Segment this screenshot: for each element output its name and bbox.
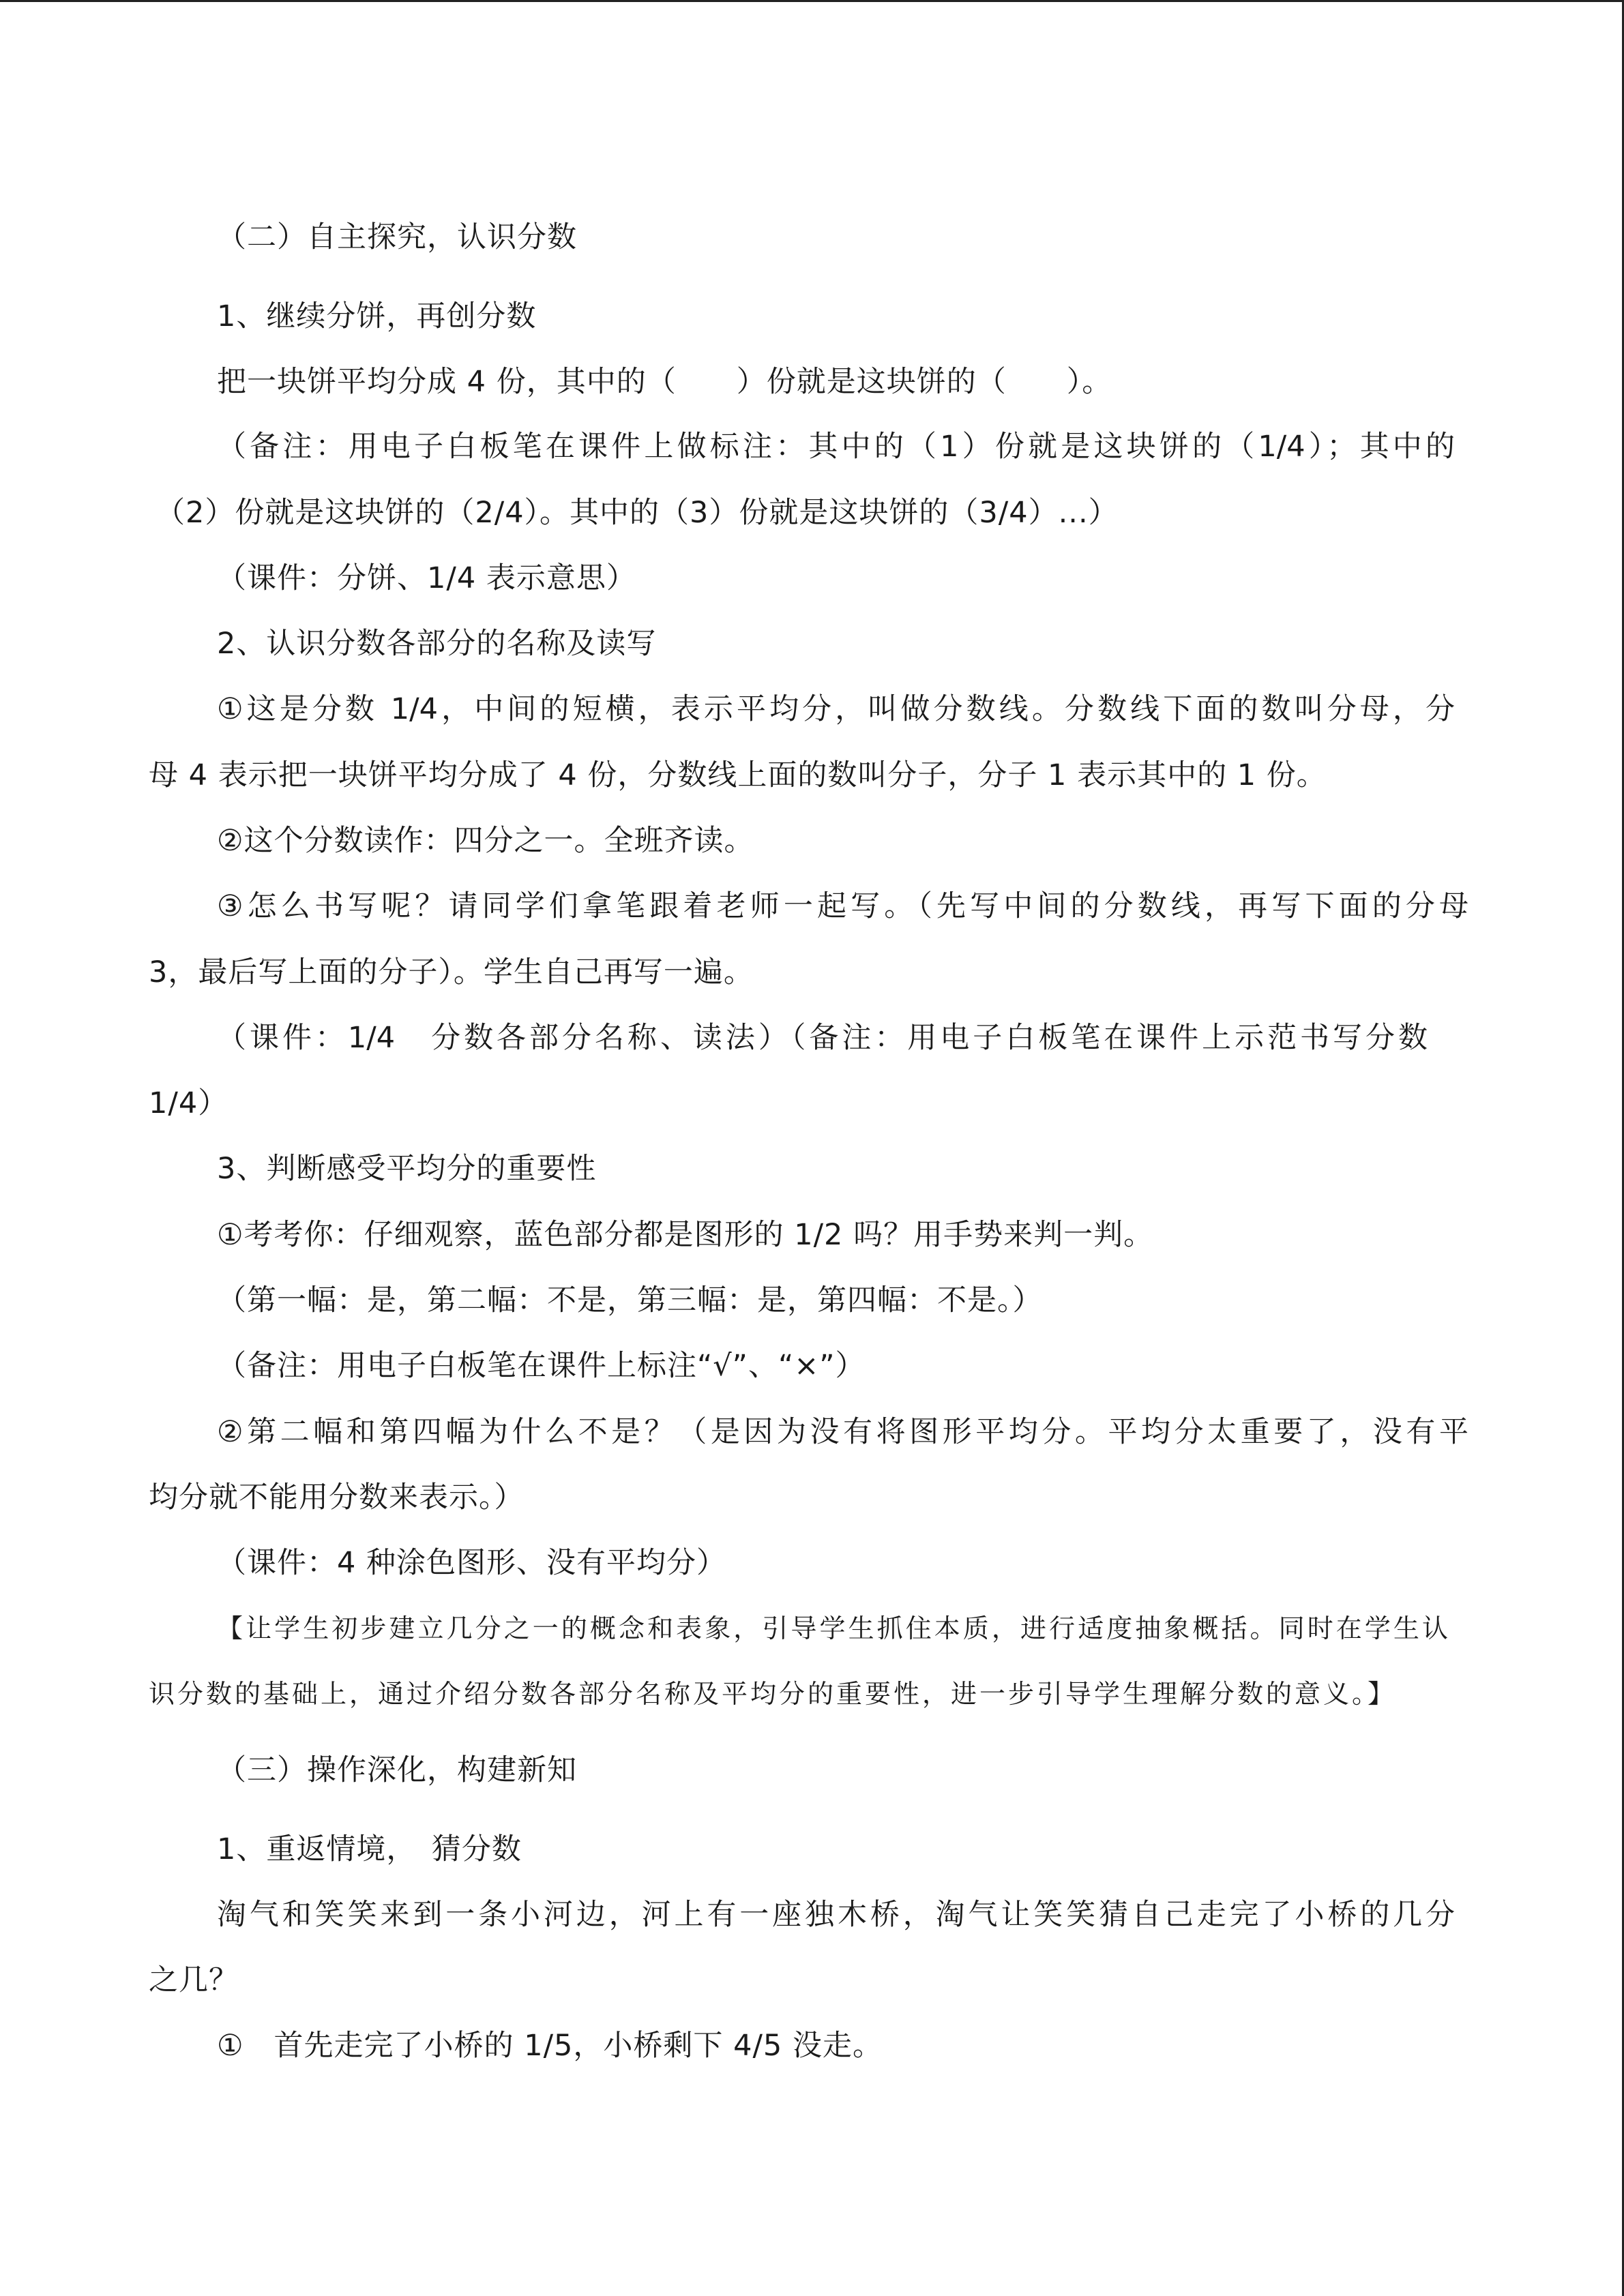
page-top-border xyxy=(0,0,1624,2)
design-note-line: 【让学生初步建立几分之一的概念和表象，引导学生抓住本质，进行适度抽象概括。同时在学生认 xyxy=(217,1613,1448,1643)
paragraph-line: 母 4 表示把一块饼平均分成了 4 份，分数线上面的数叫分子，分子 1 表示其中的 1 份。 xyxy=(149,758,1327,792)
paragraph-line: 3，最后写上面的分子）。学生自己再写一遍。 xyxy=(149,955,754,989)
paragraph-line: ①这是分数 1/4，中间的短横，表示平均分，叫做分数线。分数线下面的数叫分母，分 xyxy=(217,692,1455,726)
paragraph-line: 1/4） xyxy=(149,1086,228,1120)
section-heading-2: （二）自主探究，认识分数 xyxy=(217,220,577,254)
paragraph-line: （2）份就是这块饼的（2/4）。其中的（3）份就是这块饼的（3/4）...） xyxy=(156,496,1119,530)
subheading-1: 1、重返情境， 猜分数 xyxy=(217,1832,522,1866)
paragraph-line: 淘气和笑笑来到一条小河边，河上有一座独木桥，淘气让笑笑猜自己走完了小桥的几分 xyxy=(217,1898,1455,1932)
paragraph-line: （课件：4 种涂色图形、没有平均分） xyxy=(217,1546,727,1580)
paragraph-line: ① 首先走完了小桥的 1/5，小桥剩下 4/5 没走。 xyxy=(217,2029,883,2063)
subheading-1: 1、继续分饼，再创分数 xyxy=(217,299,537,333)
paragraph-line: （第一幅：是，第二幅：不是，第三幅：是，第四幅：不是。） xyxy=(217,1283,1043,1317)
design-note-line: 识分数的基础上，通过介绍分数各部分名称及平均分的重要性，进一步引导学生理解分数的意义。】 xyxy=(149,1679,1397,1709)
paragraph-line: （备注：用电子白板笔在课件上标注“√”、“×”） xyxy=(217,1349,866,1383)
section-heading-3: （三）操作深化，构建新知 xyxy=(217,1753,577,1787)
paragraph-line: （课件：分饼、1/4 表示意思） xyxy=(217,561,636,595)
paragraph-line: 均分就不能用分数来表示。） xyxy=(149,1480,525,1515)
paragraph-line: ②第二幅和第四幅为什么不是？（是因为没有将图形平均分。平均分太重要了，没有平 xyxy=(217,1415,1468,1449)
paragraph-line: （备注：用电子白板笔在课件上做标注：其中的（1）份就是这块饼的（1/4）；其中的 xyxy=(217,430,1455,464)
paragraph-line: ③怎么书写呢？请同学们拿笔跟着老师一起写。（先写中间的分数线，再写下面的分母 xyxy=(217,889,1468,923)
subheading-2: 2、认识分数各部分的名称及读写 xyxy=(217,627,657,661)
paragraph-line: 之几？ xyxy=(149,1963,239,1997)
paragraph-line: 把一块饼平均分成 4 份，其中的（ ）份就是这块饼的（ ）。 xyxy=(217,365,1112,399)
paragraph-line: ②这个分数读作：四分之一。全班齐读。 xyxy=(217,824,754,858)
subheading-3: 3、判断感受平均分的重要性 xyxy=(217,1152,597,1186)
paragraph-line: （课件：1/4 分数各部分名称、读法）（备注：用电子白板笔在课件上示范书写分数 xyxy=(217,1021,1428,1055)
paragraph-line: ①考考你：仔细观察，蓝色部分都是图形的 1/2 吗？用手势来判一判。 xyxy=(217,1218,1154,1252)
